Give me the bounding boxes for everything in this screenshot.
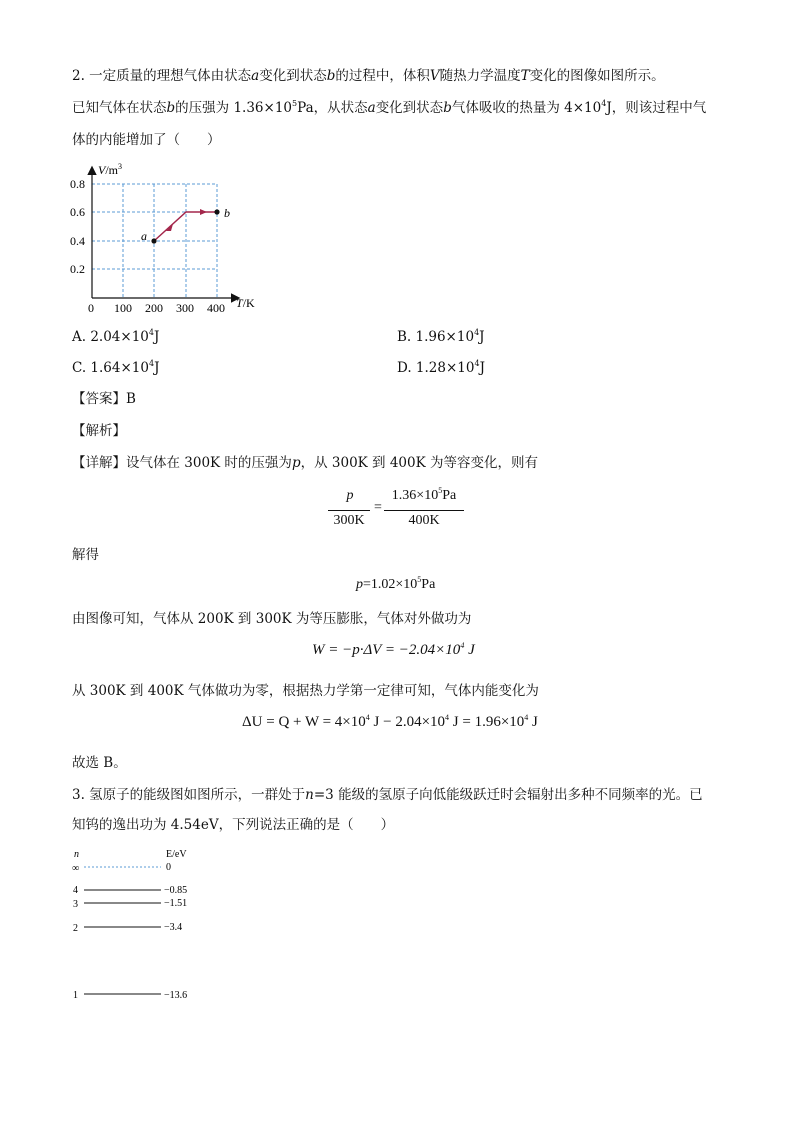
analysis-label: 【解析】 xyxy=(72,423,126,439)
y-tick-label: 0.2 xyxy=(70,262,85,276)
q2-stem-line2: 已知气体在状态b的压强为 $1.36\times 10^5Pa$，从状态a变化到状态b气体吸收的热量为 $4\times 10^4J$，则该过程中气 xyxy=(72,99,707,116)
solve-label: 解得 xyxy=(72,547,99,563)
y-tick-label: 0.8 xyxy=(70,177,85,191)
x-axis-label: T/K xyxy=(236,296,255,310)
option-d[interactable]: D. $1.28\times 10^4J$ xyxy=(397,359,485,376)
x-tick-label: 300 xyxy=(176,301,194,315)
level-e-label: −0.85 xyxy=(164,885,188,896)
level-n-label: 1 xyxy=(73,990,78,1001)
internal-energy-equation: $\Delta U = Q + W = 4\times 10^4$ $J - 2.04\times 10^4$ $J = 1.96\times 10^4$ J xyxy=(242,713,538,730)
level-e-label: −3.4 xyxy=(164,922,183,933)
point-a xyxy=(151,238,156,243)
level-n-label: 2 xyxy=(73,923,78,934)
q3-stem-line1: 3. 氢原子的能级图如图所示，一群处于n=3 能级的氢原子向低能级跃迁时会辐射出多种不同频率的光。已 xyxy=(72,787,703,803)
level-n-label: 3 xyxy=(73,899,78,910)
option-a[interactable]: A. $2.04\times 10^4J$ xyxy=(72,328,160,345)
x-tick-label: 400 xyxy=(207,301,225,315)
option-b[interactable]: B. $1.96\times 10^4J$ xyxy=(397,328,485,345)
level-e-label: −13.6 xyxy=(164,990,188,1001)
option-c[interactable]: C. $1.64\times 10^4J$ xyxy=(72,359,160,376)
q2-stem-line1: 2. 一定质量的理想气体由状态a变化到状态b的过程中，体积V随热力学温度T变化的图像如图所示。 xyxy=(72,68,665,84)
e-header: E/eV xyxy=(166,849,187,860)
p-result: $p=1.02\times 10^5Pa$ xyxy=(356,575,436,592)
level-n-label: 4 xyxy=(73,885,78,896)
graph-note: 由图像可知，气体从 200K 到 300K 为等压膨胀，气体对外做功为 xyxy=(72,611,472,627)
x-tick-label: 100 xyxy=(114,301,132,315)
n-header: n xyxy=(74,849,79,860)
level-e-label: −1.51 xyxy=(164,898,188,909)
x-tick-label: 0 xyxy=(88,301,94,315)
v-t-graph xyxy=(60,160,280,320)
first-law-line: 从 300K 到 400K 气体做功为零，根据热力学第一定律可知，气体内能变化为 xyxy=(72,683,539,699)
point-b-label: b xyxy=(224,206,230,220)
energy-level-diagram xyxy=(66,842,226,1007)
detail-line: 【详解】设气体在 300K 时的压强为p，从 300K 到 400K 为等容变化，则有 xyxy=(72,455,538,471)
choose-line: 故选 B。 xyxy=(72,755,127,771)
y-tick-label: 0.4 xyxy=(70,234,85,248)
direction-arrow xyxy=(200,209,207,215)
q2-stem-line3: 体的内能增加了（ ） xyxy=(72,132,221,148)
point-b xyxy=(214,209,219,214)
level-e-label: 0 xyxy=(166,862,171,873)
point-a-label: a xyxy=(141,229,147,243)
q3-stem-line2: 知钨的逸出功为 4.54eV，下列说法正确的是（ ） xyxy=(72,817,395,833)
direction-arrow xyxy=(166,224,173,231)
level-n-label: ∞ xyxy=(72,863,80,874)
y-tick-label: 0.6 xyxy=(70,205,85,219)
x-tick-label: 200 xyxy=(145,301,163,315)
work-equation: $W = -p\cdot\Delta V = -2.04\times 10^4$ J xyxy=(312,641,475,658)
y-axis-label: $V/m^3$ xyxy=(98,162,123,177)
answer-line: 【答案】B xyxy=(72,391,136,407)
